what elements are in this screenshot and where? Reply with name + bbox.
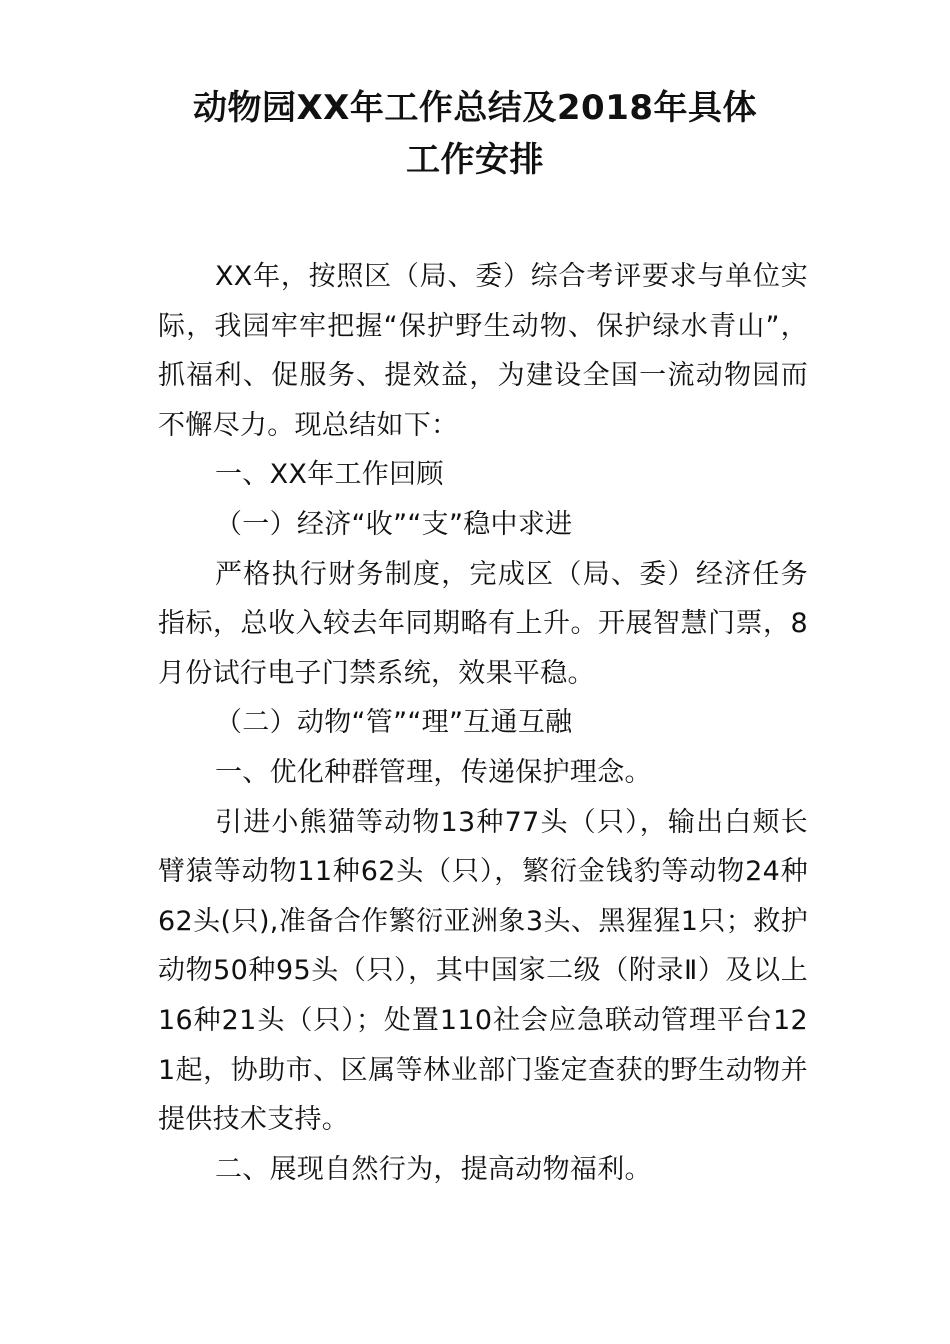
economy-paragraph: 严格执行财务制度，完成区（局、委）经济任务指标，总收入较去年同期略有上升。开展智慧门票，8月份试行电子门禁系统，效果平稳。 — [158, 558, 808, 689]
subsection-heading-animals: （二）动物“管”“理”互通互融 — [215, 707, 573, 739]
item-heading-population: 一、优化种群管理，传递保护理念。 — [215, 756, 652, 788]
document-body — [158, 252, 808, 1194]
section-heading-review: 一、XX年工作回顾 — [215, 459, 444, 491]
document-title — [100, 82, 850, 186]
document-title-line-1: 动物园XX年工作总结及2018年具体 — [192, 88, 758, 128]
intro-paragraph: XX年，按照区（局、委）综合考评要求与单位实际，我园牢牢把握“保护野生动物、保护绿水青山”，抓福利、促服务、提效益，为建设全国一流动物园而不懈尽力。现总结如下： — [158, 261, 808, 441]
subsection-heading-economy: （一）经济“收”“支”稳中求进 — [215, 508, 573, 540]
population-paragraph: 引进小熊猫等动物13种77头（只），输出白颊长臂猿等动物11种62头（只），繁衍金钱豹等动物24种62头(只),准备合作繁衍亚洲象3头、黑猩猩1只；救护动物50种95头（只），其中国家二级（附录Ⅱ）及以上16种21头（只）；处置110社会应急联动管理平台121起，协助市、区属等林业部门鉴定查获的野生动物并提供技术支持。 — [158, 806, 808, 1136]
item-heading-welfare: 二、展现自然行为，提高动物福利。 — [215, 1153, 652, 1185]
document-title-line-2: 工作安排 — [406, 140, 544, 180]
